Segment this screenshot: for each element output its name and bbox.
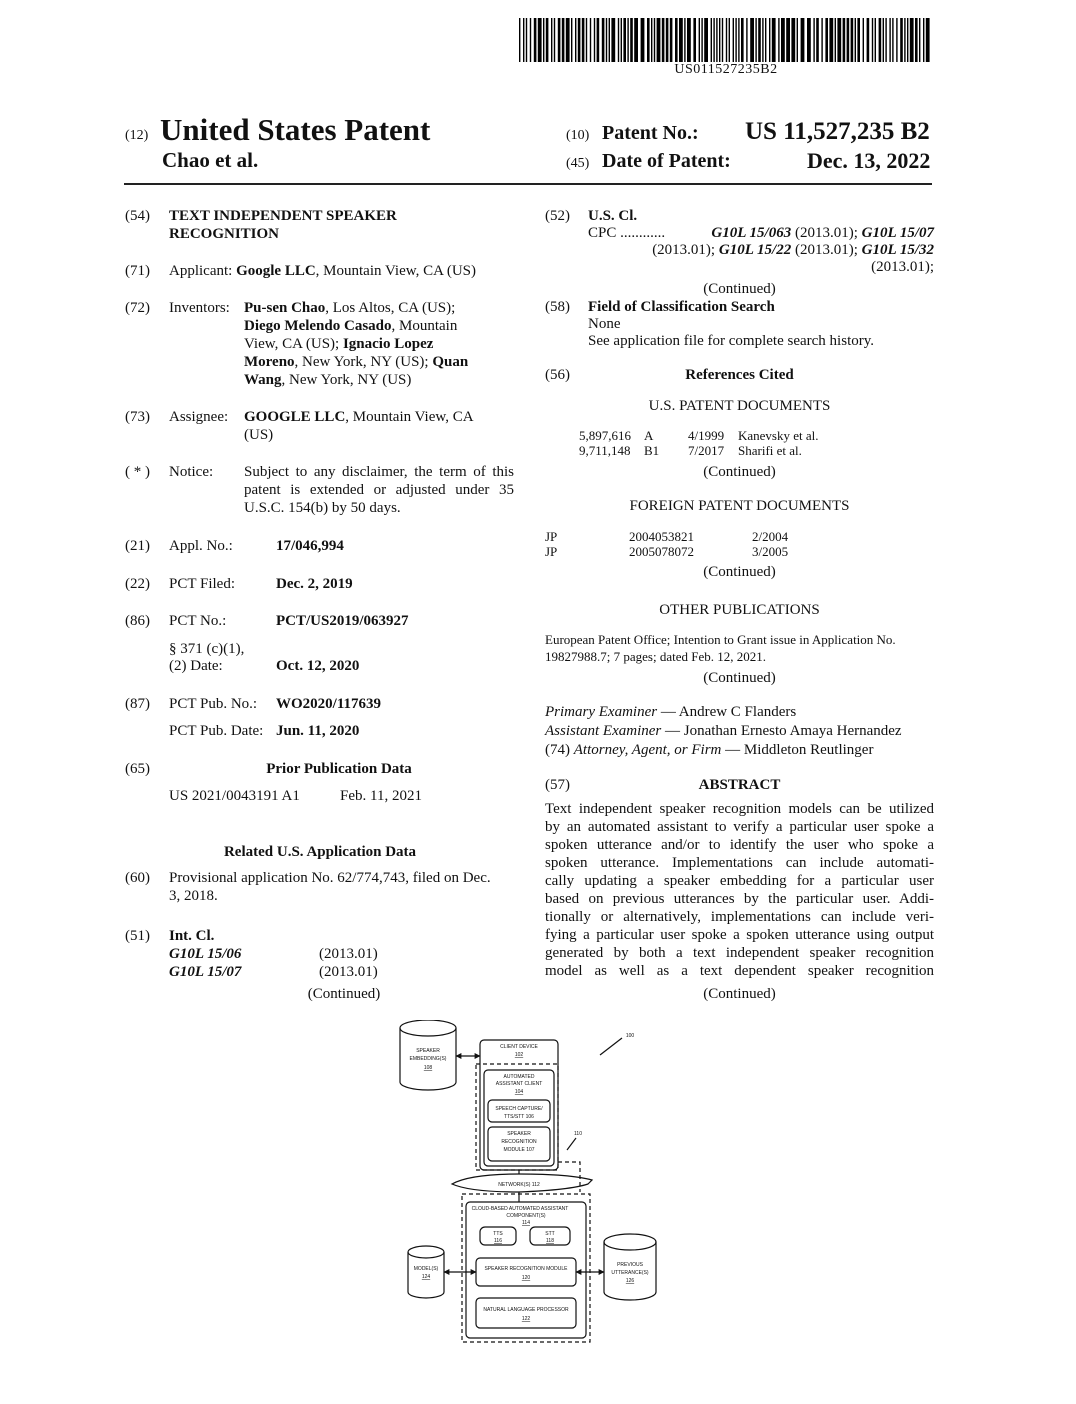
inventor-name: Pu-sen Chao: [244, 300, 326, 316]
barcode-bar: [855, 18, 856, 62]
stt-number: 118: [546, 1238, 554, 1244]
barcode-bar: [797, 18, 798, 62]
assignee-location: , Mountain View, CA: [345, 409, 474, 425]
primary-examiner-label: Primary Examiner: [545, 704, 658, 720]
inventor-location: View, CA (US);: [244, 336, 343, 352]
barcode-bar: [627, 18, 628, 62]
barcode-bar: [711, 18, 712, 62]
foreign-docs-continued: (Continued): [703, 564, 776, 580]
barcode-bar: [566, 18, 570, 62]
barcode-bar: [641, 18, 645, 62]
assignee-location-cont: (US): [244, 427, 274, 443]
prior-pub-number: US 2021/0043191 A1: [169, 788, 300, 804]
section-371-label: § 371 (c)(1),: [169, 641, 245, 657]
applicant-name: Google LLC: [236, 263, 316, 279]
barcode-bar: [733, 18, 734, 62]
barcode-bar: [606, 18, 607, 62]
ref-100-label: 100: [625, 1033, 635, 1039]
abstract-line: Text independent speaker recognition models can be utilized: [545, 801, 934, 817]
barcode-bar: [892, 18, 893, 62]
int-cl-version: (2013.01): [319, 946, 378, 962]
us-doc-name: Sharifi et al.: [738, 443, 802, 458]
barcode-bar: [867, 18, 870, 62]
barcode-bar: [835, 18, 836, 62]
prior-pub-heading: Prior Publication Data: [266, 761, 412, 777]
nlp-number: 122: [521, 1316, 531, 1322]
foreign-doc-country: JP: [545, 529, 558, 544]
abstract-text: [545, 800, 934, 980]
foreign-docs-heading: FOREIGN PATENT DOCUMENTS: [629, 498, 850, 514]
barcode-bar: [851, 18, 854, 62]
us-doc-date: 7/2017: [688, 443, 725, 458]
patent-no-label: Patent No.:: [602, 122, 699, 144]
barcode-bar: [602, 18, 605, 62]
pct-filed-value: Dec. 2, 2019: [276, 576, 353, 592]
pct-filed-label: PCT Filed:: [169, 576, 235, 592]
abstract-line: cally updating a speaker embedding for a particular user: [545, 873, 934, 889]
barcode-bar: [534, 18, 537, 62]
barcode-bar: [889, 18, 890, 62]
prev-utt-number: 126: [625, 1278, 635, 1284]
us-doc-date: 4/1999: [688, 428, 725, 443]
ref-110-label: 110: [574, 1131, 582, 1137]
foreign-doc-country: JP: [545, 544, 558, 559]
barcode-bar: [781, 18, 785, 62]
pct-pub-date-value: Jun. 11, 2020: [276, 723, 360, 739]
barcode-bar: [872, 18, 873, 62]
barcode-bar: [896, 18, 897, 62]
other-pub-line1: European Patent Office; Intention to Grant issue in Application No.: [545, 632, 896, 647]
pct-no-label: PCT No.:: [169, 613, 227, 629]
pct-pub-no-value: WO2020/117639: [276, 696, 382, 712]
ref-100-leader: [600, 1038, 622, 1055]
barcode-bar: [684, 18, 685, 62]
field-code-73: (73): [125, 409, 150, 425]
barcode-bar: [666, 18, 669, 62]
prev-utt-label: UTTERANCE(S): [611, 1270, 649, 1276]
barcode-bar: [786, 18, 790, 62]
barcode-bar: [523, 18, 524, 62]
cloud-label: CLOUD-BASED AUTOMATED ASSISTANT: [471, 1206, 569, 1212]
primary-examiner-name: — Andrew C Flanders: [657, 704, 797, 720]
barcode-bar: [857, 18, 860, 62]
barcode-bar: [722, 18, 723, 62]
barcode-bar: [755, 18, 756, 62]
barcode-bar: [900, 18, 903, 62]
cpc-version: (2013.01);: [791, 225, 862, 241]
barcode-bar: [769, 18, 770, 62]
field-code-87: (87): [125, 696, 150, 712]
abstract-heading: ABSTRACT: [698, 777, 781, 793]
document-title: United States Patent: [160, 112, 431, 147]
notice-line: Subject to any disclaimer, the term of this: [244, 464, 514, 480]
int-cl-class: G10L 15/07: [169, 964, 242, 980]
foreign-doc-date: 2/2004: [752, 529, 789, 544]
srm-label: RECOGNITION: [501, 1139, 537, 1145]
barcode-bar: [915, 18, 918, 62]
field-code-71: (71): [125, 263, 150, 279]
date-code: (45): [566, 156, 590, 171]
barcode-bar: [801, 18, 805, 62]
barcode-bar: [562, 18, 565, 62]
inventor-location: , Los Altos, CA (US);: [325, 300, 456, 316]
barcode-bar: [554, 18, 555, 62]
invention-title-line2: RECOGNITION: [169, 226, 280, 242]
other-pub-line2: 19827988.7; 7 pages; dated Feb. 12, 2021.: [545, 649, 766, 664]
attorney: [545, 741, 873, 759]
us-cl-heading: U.S. Cl.: [588, 208, 638, 224]
barcode-bar: [546, 18, 549, 62]
field-code-21: (21): [125, 538, 150, 554]
aac-number: 104: [514, 1089, 524, 1095]
speaker-db-label: SPEAKER: [416, 1048, 440, 1054]
field-code-58: (58): [545, 299, 570, 315]
barcode-bar: [825, 18, 828, 62]
barcode-bar: [571, 18, 572, 62]
barcode-bar: [621, 18, 622, 62]
barcode-bar: [582, 18, 585, 62]
barcode-bar: [821, 18, 822, 62]
barcode-bar: [738, 18, 739, 62]
assignee-name: GOOGLE LLC: [244, 409, 346, 425]
barcode-bar: [578, 18, 581, 62]
barcode-bar: [904, 18, 905, 62]
barcode-bar: [713, 18, 714, 62]
field-code-22: (22): [125, 576, 150, 592]
barcode-bar: [837, 18, 841, 62]
speaker-db-label: EMBEDDING(S): [409, 1056, 447, 1062]
abstract-line: by an automated assistant to verify a particular user spoke a: [545, 819, 934, 835]
int-cl-continued: (Continued): [307, 986, 381, 1002]
assignee-value: [244, 408, 474, 444]
barcode-bar: [885, 18, 886, 62]
barcode-bar: [919, 18, 920, 62]
cpc-label: CPC ............: [588, 225, 666, 241]
barcode-bar: [716, 18, 717, 62]
field-code-51: (51): [125, 928, 150, 944]
header-rule: [124, 183, 932, 185]
provisional-line2: 3, 2018.: [169, 888, 218, 904]
int-cl-class: G10L 15/06: [169, 946, 242, 962]
barcode-bar: [926, 18, 930, 62]
cpc-class: G10L 15/07: [861, 225, 934, 241]
doc-type-code: (12): [125, 128, 149, 143]
barcode-bar: [623, 18, 626, 62]
speaker-embeddings-db-icon: [400, 1020, 456, 1090]
patent-date: Dec. 13, 2022: [807, 148, 931, 173]
barcode-bar: [807, 18, 811, 62]
notice-code: ( * ): [125, 464, 150, 480]
abstract-line: based on previous utterances by the particular user. Addi-: [545, 891, 934, 907]
barcode-bar: [575, 18, 576, 62]
barcode-bar: [829, 18, 833, 62]
barcode-bar: [875, 18, 876, 62]
assistant-examiner-name: — Jonathan Ernesto Amaya Hernandez: [661, 723, 902, 739]
foreign-doc-number: 2004053821: [629, 529, 694, 544]
field-code-72: (72): [125, 300, 150, 316]
inventors-short: Chao et al.: [162, 148, 259, 172]
field-search-note: See application file for complete search history.: [588, 333, 875, 349]
barcode-bar: [693, 18, 696, 62]
field-code-65: (65): [125, 761, 150, 777]
barcode-bar: [758, 18, 761, 62]
date-label: Date of Patent:: [602, 150, 731, 172]
barcode-bar: [726, 18, 727, 62]
abstract-line: spoken utterance and/or to identify the user who spoke a: [545, 837, 934, 853]
aac-label: ASSISTANT CLIENT: [495, 1081, 543, 1087]
barcode-bar: [735, 18, 736, 62]
us-doc-number: 5,897,616: [579, 428, 631, 443]
barcode-bar: [762, 18, 763, 62]
nlp-box: [476, 1298, 576, 1328]
barcode-bar: [670, 18, 673, 62]
field-code-60: (60): [125, 870, 150, 886]
section-371-date-value: Oct. 12, 2020: [276, 658, 360, 674]
barcode-bar: [662, 18, 665, 62]
barcode-bar: [679, 18, 683, 62]
cpc-class: G10L 15/22: [718, 242, 792, 258]
client-device-label: CLIENT DEVICE: [500, 1044, 538, 1050]
barcode-bar: [729, 18, 730, 62]
foreign-doc-number: 2005078072: [629, 544, 694, 559]
barcode-bar: [543, 18, 544, 62]
attorney-name: — Middleton Reutlinger: [721, 742, 874, 758]
barcode-bar: [778, 18, 779, 62]
barcode-bar: [765, 18, 766, 62]
us-cl-continued: (Continued): [703, 281, 776, 297]
assistant-examiner-label: Assistant Examiner: [545, 723, 662, 739]
cloud-label: COMPONENT(S): [506, 1213, 546, 1219]
barcode-bar: [654, 18, 655, 62]
tts-number: 116: [494, 1238, 502, 1244]
barcode-bar: [772, 18, 776, 62]
barcode-number: US011527235B2: [674, 62, 778, 77]
barcode-bar: [791, 18, 795, 62]
cpc-line1: [686, 224, 934, 242]
other-pubs-heading: OTHER PUBLICATIONS: [659, 602, 820, 618]
patent-number: US 11,527,235 B2: [745, 118, 930, 145]
cpc-class: G10L 15/063: [711, 225, 792, 241]
assignee-label: Assignee:: [169, 409, 229, 425]
prev-utt-label: PREVIOUS: [617, 1262, 643, 1268]
ref-110-leader: [567, 1138, 576, 1150]
prior-pub-date: Feb. 11, 2021: [340, 788, 422, 804]
barcode-bar: [910, 18, 914, 62]
barcode-bar: [519, 18, 520, 62]
field-search-none: None: [588, 316, 621, 332]
srm-label: MODULE 107: [503, 1147, 535, 1153]
pct-pub-date-label: PCT Pub. Date:: [169, 723, 264, 739]
pct-no-value: PCT/US2019/063927: [276, 613, 409, 629]
attorney-label: Attorney, Agent, or Firm: [573, 742, 722, 758]
abstract-line: fying a particular user spoke a spoken utterance using output: [545, 927, 934, 943]
barcode-bar: [863, 18, 864, 62]
barcode-bar: [618, 18, 619, 62]
client-device-number: 102: [514, 1052, 524, 1058]
abstract-line: tionally or alternatively, implementations can include veri-: [545, 909, 934, 925]
field-code-52: (52): [545, 208, 570, 224]
speaker-db-number: 108: [423, 1065, 433, 1071]
inventors-list: [244, 299, 524, 389]
barcode-bar: [647, 18, 650, 62]
inventor-name: Moreno: [244, 354, 295, 370]
us-doc-kind: A: [644, 428, 654, 443]
barcode-bar: [651, 18, 652, 62]
abstract-line: spoken utterance. Implementations can include automati-: [545, 855, 934, 871]
cpc-line2: [600, 241, 934, 259]
barcode-bar: [687, 18, 691, 62]
barcode-bar: [551, 18, 552, 62]
foreign-doc-date: 3/2005: [752, 544, 789, 559]
us-docs-heading: U.S. PATENT DOCUMENTS: [648, 398, 831, 414]
field-search-heading: Field of Classification Search: [588, 299, 775, 315]
appl-no-value: 17/046,994: [276, 538, 344, 554]
barcode-bar: [675, 18, 678, 62]
assistant-examiner: [545, 722, 902, 740]
speaker-recognition-module-2-box: [476, 1258, 576, 1286]
barcode-bar: [597, 18, 600, 62]
barcode-bar: [923, 18, 924, 62]
applicant-location: , Mountain View, CA (US): [315, 263, 477, 279]
appl-no-label: Appl. No.:: [169, 538, 233, 554]
other-pubs-continued: (Continued): [703, 670, 776, 686]
us-docs-continued: (Continued): [703, 464, 776, 480]
inventor-name: Diego Melendo Casado: [244, 318, 392, 334]
abstract-continued: (Continued): [703, 986, 776, 1002]
srm2-label: SPEAKER RECOGNITION MODULE: [484, 1266, 568, 1272]
field-code-56: (56): [545, 367, 570, 383]
barcode-bar: [611, 18, 615, 62]
barcode-bar: [699, 18, 700, 62]
models-label: MODEL(S): [413, 1266, 439, 1272]
barcode-bar: [704, 18, 708, 62]
tts-label: TTS: [493, 1231, 503, 1237]
speech-capture-label: SPEECH CAPTURE/: [495, 1106, 543, 1112]
barcode-bar: [594, 18, 595, 62]
us-doc-number: 9,711,148: [579, 443, 631, 458]
patent-no-code: (10): [566, 128, 590, 143]
network-label: NETWORK(S) 112: [498, 1182, 540, 1188]
us-doc-kind: B1: [644, 443, 660, 458]
inventors-label: Inventors:: [169, 300, 230, 316]
notice-text: [244, 463, 514, 517]
us-doc-name: Kanevsky et al.: [738, 428, 819, 443]
cpc-class: G10L 15/32: [861, 242, 934, 258]
barcode-bar: [590, 18, 591, 62]
stt-label: STT: [545, 1231, 555, 1237]
applicant-field: [169, 262, 476, 280]
related-heading: Related U.S. Application Data: [223, 844, 417, 860]
barcode-bar: [558, 18, 561, 62]
provisional-line1: Provisional application No. 62/774,743, filed on Dec.: [169, 870, 491, 886]
abstract-line: generated by both a text independent speaker recognition: [545, 945, 934, 961]
barcode-bar: [530, 18, 531, 62]
barcode-bar: [630, 18, 633, 62]
barcode-bar: [526, 18, 527, 62]
inventor-location: , New York, NY (US);: [294, 354, 433, 370]
applicant-label: Applicant:: [169, 263, 233, 279]
barcode-bar: [719, 18, 720, 62]
barcode: [519, 18, 933, 62]
barcode-bar: [741, 18, 744, 62]
barcode-bar: [879, 18, 882, 62]
primary-examiner: [545, 703, 796, 721]
inventor-location: , New York, NY (US): [281, 372, 412, 388]
cpc-version: (2013.01);: [791, 242, 862, 258]
inventor-name: Wang: [244, 372, 282, 388]
models-db-icon: [408, 1246, 444, 1298]
figure-diagram: [380, 1020, 680, 1350]
int-cl-heading: Int. Cl.: [169, 928, 215, 944]
cpc-line3: (2013.01);: [871, 259, 934, 275]
aac-label: AUTOMATED: [503, 1074, 535, 1080]
barcode-bar: [634, 18, 638, 62]
section-371-date-label: (2) Date:: [169, 658, 223, 674]
models-number: 124: [421, 1274, 431, 1280]
speech-capture-label: TTS/STT 106: [504, 1114, 534, 1120]
inventor-name: Quan: [432, 354, 469, 370]
barcode-bar: [746, 18, 747, 62]
notice-line: patent is extended or adjusted under 35: [244, 482, 514, 498]
barcode-bar: [907, 18, 908, 62]
inventor-name: Ignacio Lopez: [342, 336, 434, 352]
invention-title-line1: TEXT INDEPENDENT SPEAKER: [169, 208, 397, 224]
cpc-version: (2013.01);: [652, 242, 719, 258]
attorney-code: (74): [545, 742, 574, 758]
barcode-bar: [538, 18, 542, 62]
inventor-location: , Mountain: [391, 318, 458, 334]
field-code-57: (57): [545, 777, 570, 793]
barcode-bar: [701, 18, 702, 62]
barcode-bar: [657, 18, 661, 62]
references-heading: References Cited: [685, 367, 794, 383]
field-code-54: (54): [125, 208, 150, 224]
nlp-label: NATURAL LANGUAGE PROCESSOR: [483, 1307, 569, 1313]
abstract-line: model as well as a text dependent speaker recognition: [545, 963, 934, 979]
barcode-bar: [609, 18, 610, 62]
field-code-86: (86): [125, 613, 150, 629]
barcode-bar: [847, 18, 850, 62]
cloud-number: 114: [522, 1220, 530, 1226]
barcode-bar: [816, 18, 819, 62]
pct-pub-no-label: PCT Pub. No.:: [169, 696, 258, 712]
srm-label: SPEAKER: [507, 1131, 531, 1137]
barcode-bar: [813, 18, 814, 62]
barcode-bar: [586, 18, 587, 62]
notice-line: U.S.C. 154(b) by 50 days.: [244, 500, 401, 516]
srm2-number: 120: [521, 1275, 531, 1281]
barcode-bar: [843, 18, 846, 62]
notice-label: Notice:: [169, 464, 214, 480]
barcode-bar: [883, 18, 884, 62]
barcode-bar: [750, 18, 754, 62]
int-cl-version: (2013.01): [319, 964, 378, 980]
